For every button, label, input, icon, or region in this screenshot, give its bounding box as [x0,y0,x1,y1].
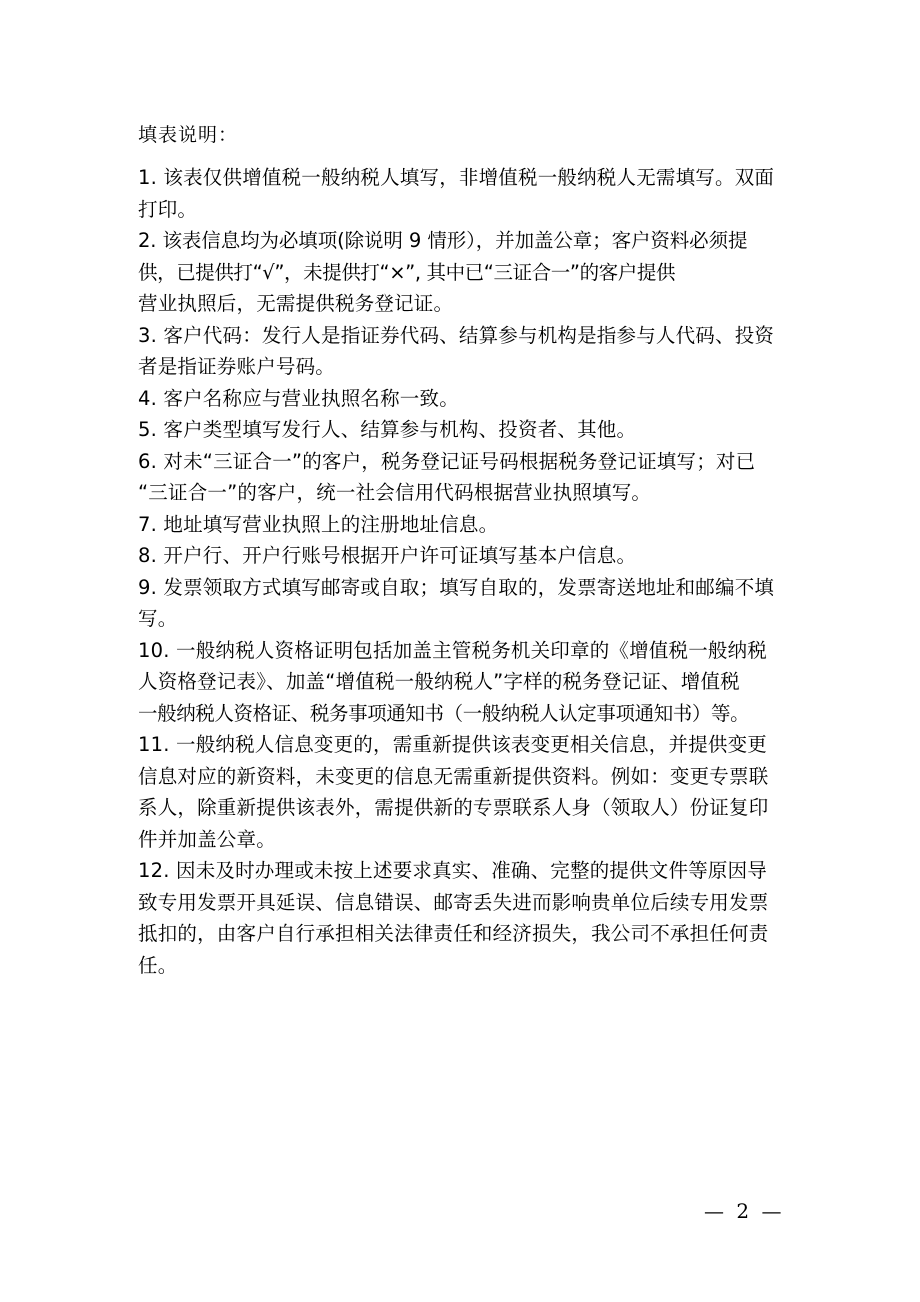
page-number: — 2 — [704,1199,785,1223]
instruction-line: 7. 地址填写营业执照上的注册地址信息。 [138,512,499,536]
instruction-line: 一般纳税人资格证、税务事项通知书（一般纳税人认定事项通知书）等。 [138,701,750,725]
instruction-line: 营业执照后，无需提供税务登记证。 [138,292,454,315]
instruction-line: 人资格登记表》、加盖“增值税一般纳税人”字样的税务登记证、增值税 [138,670,740,693]
instruction-line: “三证合一”的客户，统一社会信用代码根据营业执照填写。 [138,481,652,504]
instruction-line: 4. 客户名称应与营业执照名称一致。 [138,386,459,410]
instruction-line: 5. 客户类型填写发行人、结算参与机构、投资者、其他。 [138,418,637,441]
instruction-line: 2. 该表信息均为必填项(除说明 9 情形），并加盖公章；客户资料必须提 [138,229,748,252]
instruction-line: 9. 发票领取方式填写邮寄或自取；填写自取的，发票寄送地址和邮编不填 [138,575,775,599]
instruction-line: 10. 一般纳税人资格证明包括加盖主管税务机关印章的《增值税一般纳税 [138,638,768,662]
instruction-line: 任。 [138,953,178,977]
instruction-line: 3. 客户代码：发行人是指证券代码、结算参与机构是指参与人代码、投资 [138,323,775,347]
instruction-line: 8. 开户行、开户行账号根据开户许可证填写基本户信息。 [138,544,637,567]
instruction-line: 者是指证券账户号码。 [138,355,336,378]
instructions-body [138,162,788,981]
instruction-line: 打印。 [138,197,198,221]
instruction-line: 6. 对未“三证合一”的客户，税务登记证号码根据税务登记证填写；对已 [138,449,756,473]
instruction-line: 信息对应的新资料，未变更的信息无需重新提供资料。例如：变更专票联 [138,764,769,788]
instruction-line: 写。 [138,607,178,630]
instruction-line: 致专用发票开具延误、信息错误、邮寄丢失进而影响贵单位后续专用发票 [138,890,769,914]
instructions-title: 填表说明： [138,124,239,146]
instruction-line: 件并加盖公章。 [138,827,276,851]
instruction-line: 1. 该表仅供增值税一般纳税人填写，非增值税一般纳税人无需填写。双面 [138,166,775,189]
instruction-line: 抵扣的，由客户自行承担相关法律责任和经济损失，我公司不承担任何责 [138,922,769,945]
instruction-line: 11. 一般纳税人信息变更的，需重新提供该表变更相关信息，并提供变更 [138,733,768,756]
instruction-line: 供，已提供打“√”，未提供打“×”, 其中已“三证合一”的客户提供 [138,260,676,284]
instruction-line: 系人，除重新提供该表外，需提供新的专票联系人身（领取人）份证复印 [138,796,769,819]
instruction-line: 12. 因未及时办理或未按上述要求真实、准确、完整的提供文件等原因导 [138,859,768,882]
